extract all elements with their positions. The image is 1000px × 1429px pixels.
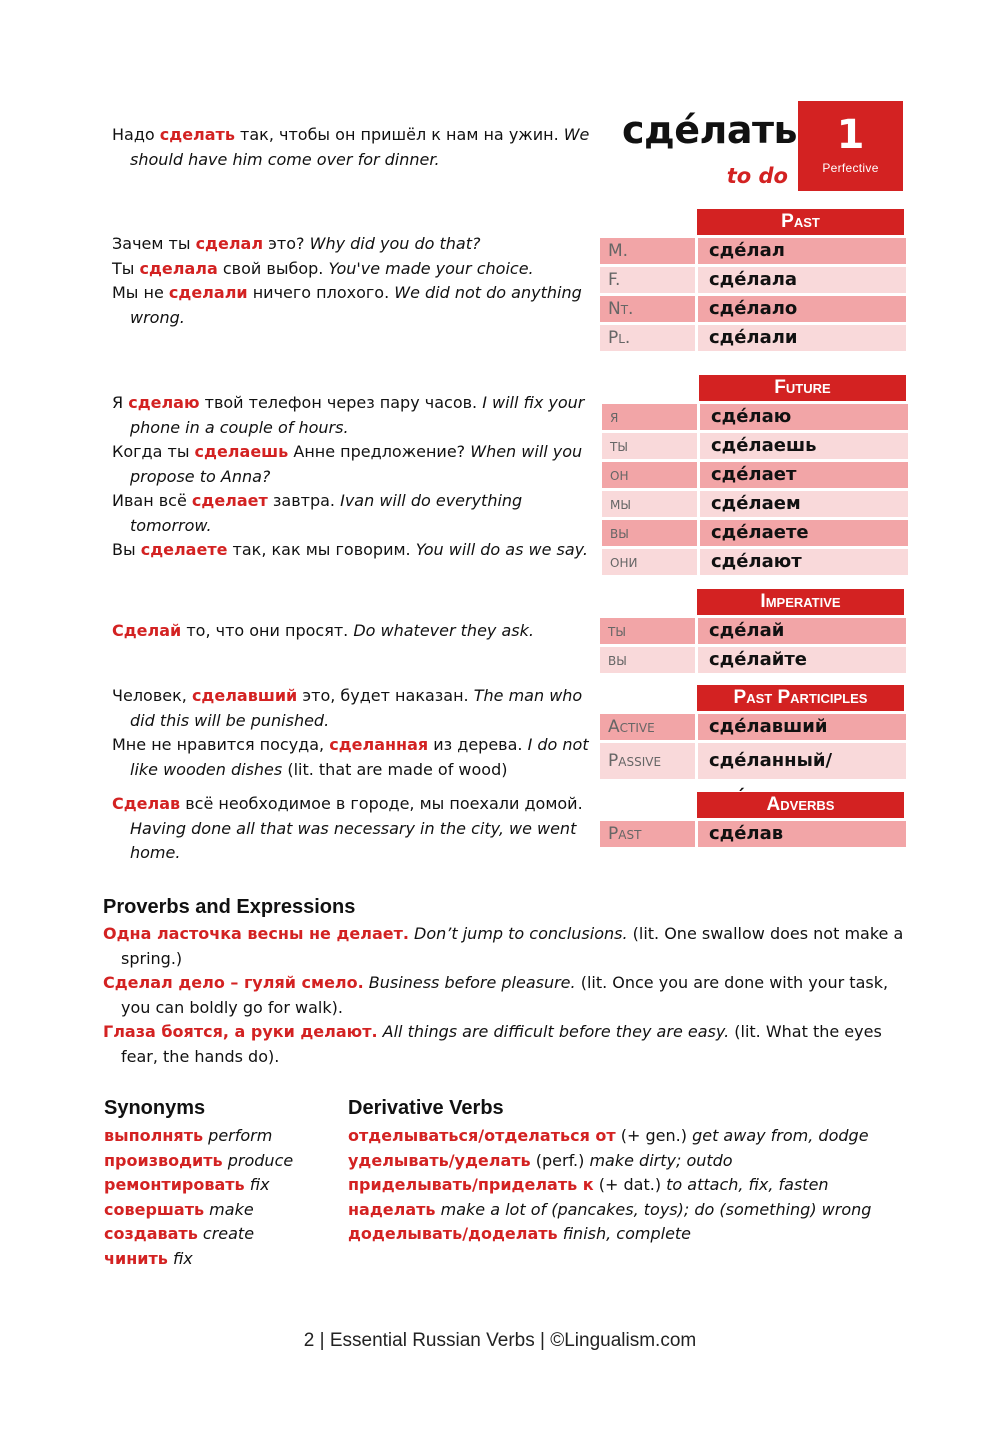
list-item: ремонтировать fix [104, 1175, 270, 1194]
examples-adverbs [112, 792, 590, 866]
example-line: Когда ты сделаешь Анне предложение? When will you propose to Anna? [112, 442, 583, 486]
synonyms-heading: Synonyms [104, 1097, 206, 1119]
table-row: он сде́лает [602, 462, 908, 488]
verb-number-box [798, 101, 903, 191]
table-header: Past [697, 209, 904, 235]
list-item: чинить fix [104, 1248, 193, 1268]
example-line: Зачем ты сделал это? Why did you do that? [112, 234, 481, 253]
table-row: M. сде́лал [600, 238, 906, 264]
examples-imperative [112, 619, 590, 644]
example-line: Человек, сделавший это, будет наказан. The man who did this will be punished. [112, 686, 583, 730]
table-row: Nt. сде́лало [600, 296, 906, 322]
list-item: доделывать/доделать finish, complete [348, 1224, 692, 1243]
table-row: ты сде́лай [600, 618, 906, 644]
table-participles [600, 685, 906, 779]
table-past [600, 209, 906, 351]
proverb-item: Сделал дело – гуляй смело. Business before pleasure. (lit. Once you are done with your task, you can boldly go for walk). [103, 973, 889, 1017]
example-line: Мы не сделали ничего плохого. We did not do anything wrong. [112, 283, 582, 327]
table-imperative [600, 589, 906, 673]
list-item: уделывать/уделать (perf.) make dirty; outdo [348, 1150, 733, 1170]
verb-number: 1 [836, 112, 865, 158]
example-line: Я сделаю твой телефон через пару часов. I will fix your phone in a couple of hours. [112, 393, 585, 437]
verb-title: сде́лать [622, 108, 798, 152]
list-item: приделывать/приделать к (+ dat.) to attach, fix, fasten [348, 1175, 829, 1194]
examples-past [112, 232, 590, 330]
table-row: вы сде́лаете [602, 520, 908, 546]
list-item: выполнять perform [104, 1126, 273, 1145]
page-footer: 2 | Essential Russian Verbs | ©Lingualism.com [303, 1330, 697, 1351]
table-row: мы сде́лаем [602, 491, 908, 517]
proverbs-list [103, 922, 908, 1069]
examples-participles [112, 684, 590, 782]
list-item: производить produce [104, 1150, 294, 1170]
verb-translation: to do [726, 164, 788, 188]
table-row: F. сде́лала [600, 267, 906, 293]
proverbs-heading: Proverbs and Expressions [103, 896, 356, 918]
table-header: Adverbs [697, 792, 904, 818]
synonyms-list [104, 1124, 334, 1271]
list-item: отделываться/отделаться от (+ gen.) get away from, dodge [348, 1126, 869, 1145]
example-line: Вы сделаете так, как мы говорим. You will do as we say. [112, 540, 588, 559]
example-line: Мне не нравится посуда, сделанная из дерева. I do not like wooden dishes (lit. that are made of wood) [112, 735, 589, 779]
examples-future [112, 391, 590, 563]
table-row: Past сде́лав [600, 821, 906, 847]
list-item: создавать create [104, 1224, 255, 1243]
table-future [602, 375, 908, 575]
table-row: Pl. сде́лали [600, 325, 906, 351]
list-item: наделать make a lot of (pancakes, toys); do (something) wrong [348, 1199, 872, 1219]
table-row: вы сде́лайте [600, 647, 906, 673]
proverb-item: Одна ласточка весны не делает. Don’t jump to conclusions. (lit. One swallow does not make a spring.) [103, 924, 904, 968]
aspect-label: Perfective [822, 161, 879, 175]
examples-infinitive [112, 123, 590, 172]
example-line: Сделав всё необходимое в городе, мы поехали домой. Having done all that was necessary in the city, we went home. [112, 794, 583, 862]
table-header: Past Participles [697, 685, 904, 711]
example-line: Сделай то, что они просят. Do whatever they ask. [112, 621, 534, 640]
table-row: Active сде́лавший [600, 714, 906, 740]
table-row: я сде́лаю [602, 404, 908, 430]
proverb-item: Глаза боятся, а руки делают. All things are difficult before they are easy. (lit. What the eyes fear, the hands do). [103, 1022, 882, 1066]
table-row: ты сде́лаешь [602, 433, 908, 459]
derivatives-list [348, 1124, 908, 1247]
table-header: Future [699, 375, 906, 401]
table-header: Imperative [697, 589, 904, 615]
table-row: они сде́лают [602, 549, 908, 575]
list-item: совершать make [104, 1199, 254, 1219]
example-line: Ты сделала свой выбор. You've made your choice. [112, 258, 534, 278]
example-line: Иван всё сделает завтра. Ivan will do everything tomorrow. [112, 491, 523, 535]
derivatives-heading: Derivative Verbs [348, 1097, 504, 1119]
table-row: Passive сде́ланный/ [600, 743, 906, 779]
table-adverbs [600, 792, 906, 847]
example-line: Надо сделать так, чтобы он пришёл к нам на ужин. We should have him come over for dinner. [112, 125, 590, 169]
